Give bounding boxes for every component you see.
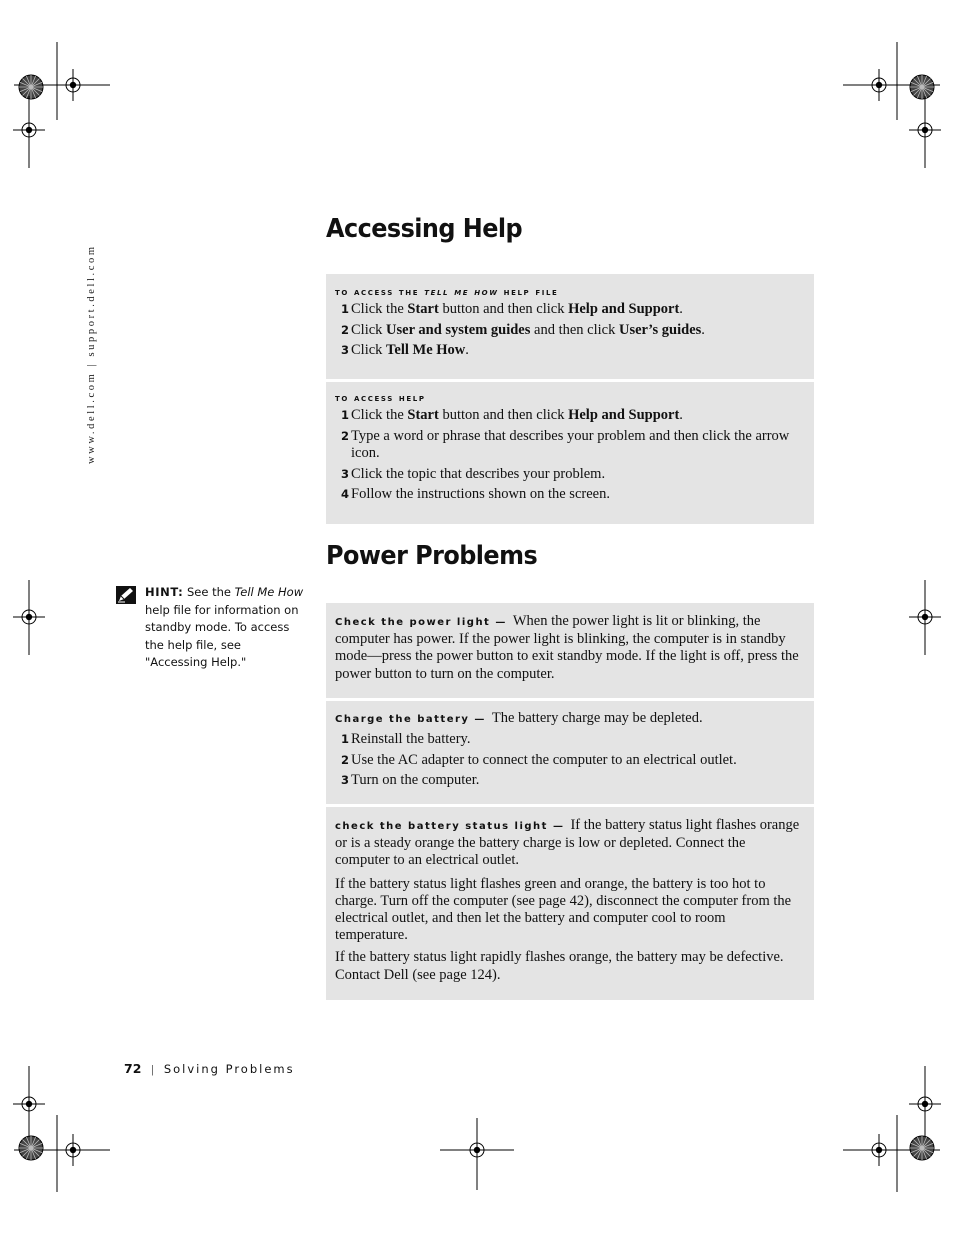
section-name: Solving Problems [163,1062,295,1076]
list-item: 4 Follow the instructions shown on the screen. [341,486,610,502]
procedure-access-help [326,382,814,524]
title-prefix: to access the [335,287,425,298]
hint-text: HINT: See the Tell Me How help file for information on standby mode. To access the help file, see "Accessing Help." [145,585,304,669]
troubleshoot-battery-status [326,807,814,1000]
title-suffix: help file [498,287,559,298]
procedure-title [335,287,802,298]
item-lead: check the battery status light — [335,821,565,832]
page-footer [124,1061,295,1077]
list-item: 2 Type a word or phrase that describes your problem and then click the arrow icon. [341,427,790,461]
item-text: When the power light is lit or blinking, the computer has power. If the power light is blinking, the computer is in standby mode—press the power button to exit standby mode. If the light is off, press the power button to turn on the computer. [335,613,799,682]
list-item: 2 Use the AC adapter to connect the computer to an electrical outlet. [341,751,737,768]
paragraph: If the battery status light flashes green and orange, the battery is too hot to charge. Turn off the computer (see page 42), disconnect the computer from the electrical outlet, and then let the battery and computer cool to room temperature. [335,875,792,944]
list-item: 1 Click the Start button and then click Help and Support. [341,407,683,423]
side-url: www.dell.com | support.dell.com [86,244,97,464]
item-text: The battery charge may be depleted. [491,710,703,726]
list-item: 3 Click Tell Me How. [341,342,469,358]
item-lead: Check the power light — [335,617,507,628]
footer-separator: | [151,1062,154,1076]
title-italic: tell me how [424,287,499,298]
troubleshoot-charge-battery [326,701,814,804]
list-item: 3 Click the topic that describes your problem. [341,465,606,482]
troubleshoot-power-light [326,603,814,698]
procedure-tell-me-how [326,274,814,379]
item-lead: Charge the battery — [335,714,486,725]
heading-accessing-help: Accessing Help [326,214,523,244]
steps-list [335,301,802,360]
page-number: 72 [124,1061,142,1076]
pencil-note-icon [116,586,136,604]
steps-list [335,407,802,504]
list-item: 1 Reinstall the battery. [341,731,471,748]
hint-label: HINT: [145,585,184,599]
paragraph: If the battery status light rapidly flashes orange, the battery may be defective. Contact Dell (see page 124). [335,949,784,983]
list-item: 1 Click the Start button and then click Help and Support. [341,301,683,317]
heading-power-problems: Power Problems [326,541,538,571]
list-item: 3 Turn on the computer. [341,772,480,789]
item-text: If the battery status light flashes orange or is a steady orange the battery charge is low or depleted. Connect the computer to an electrical outlet. [335,817,800,869]
list-item: 2 Click User and system guides and then click User’s guides. [341,321,705,338]
procedure-title: to access help [335,393,426,404]
steps-list [335,731,802,790]
